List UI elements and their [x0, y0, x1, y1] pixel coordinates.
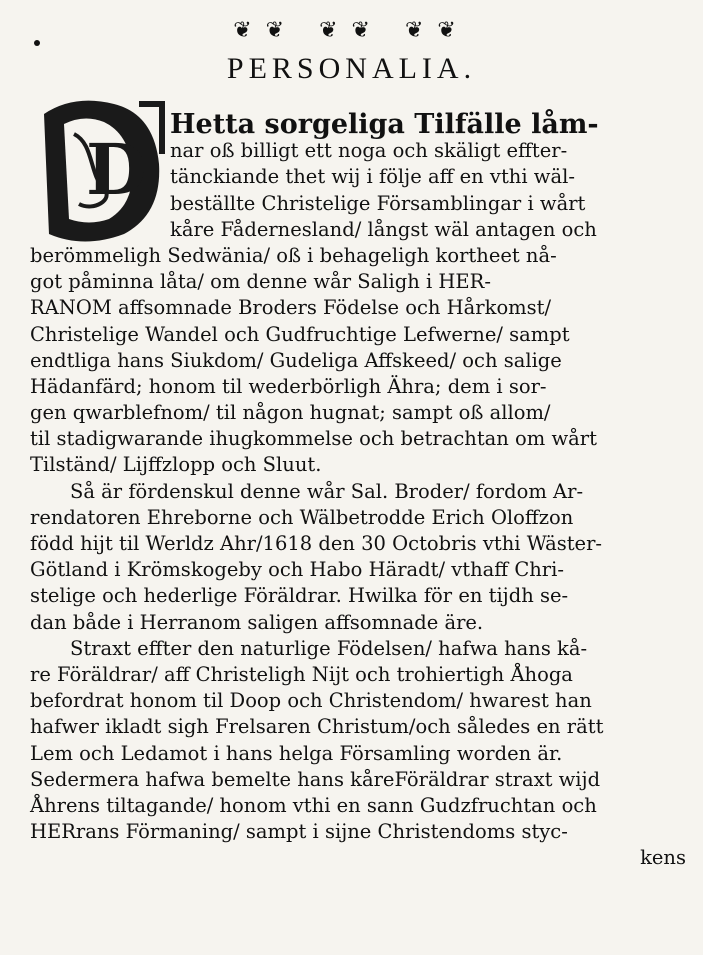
text-line: re Föräldrar/ aff Christeligh Nijt och trohiertigh Åhoga	[30, 662, 573, 686]
text-line: hafwer ikladt sigh Frelsaren Christum/och således en rätt	[30, 715, 604, 739]
text-line: befordrat honom til Doop och Christendom/ hwarest han	[30, 689, 592, 713]
catchword: kens	[640, 846, 686, 870]
text-line: Christelige Wandel och Gudfruchtige Lefwerne/ sampt	[30, 322, 570, 346]
text-line: Lem och Ledamot i hans helga Församling worden är.	[30, 741, 563, 765]
ornament-3: ❦❦	[404, 18, 470, 43]
text-line: nar oß billigt ett noga och skäligt effter-	[170, 139, 568, 163]
text-line: kåre Fådernesland/ långst wäl antagen och	[170, 217, 597, 241]
text-line: endtliga hans Siukdom/ Gudeliga Affskeed/ och salige	[30, 348, 562, 372]
text-line: Hetta sorgeliga Tilfälle låm-	[170, 109, 599, 140]
page-title: PERSONALIA.	[226, 52, 477, 85]
ornament-2: ❦❦	[319, 18, 384, 43]
text-line: dan både i Herranom saligen affsomnade äre.	[30, 610, 484, 634]
ornament-1: ❦❦	[233, 18, 299, 43]
text-line: Tilständ/ Lijffzlopp och Sluut.	[30, 453, 322, 477]
text-line: RANOM affsomnade Broders Födelse och Hårkomst/	[30, 296, 552, 320]
text-line: Götland i Krömskogeby och Habo Häradt/ vthaff Chri-	[30, 558, 564, 582]
text-line: född hijt til Werldz Ahr/1618 den 30 Octobris vthi Wäster-	[30, 532, 603, 555]
text-line: HERrans Förmaning/ sampt i sijne Christendoms styc-	[30, 820, 568, 844]
margin-dot	[34, 40, 40, 46]
body-text	[30, 109, 690, 871]
text-line: beställte Christelige Församblingar i wårt	[170, 191, 586, 215]
header-ornaments	[0, 18, 703, 43]
text-line: rendatoren Ehreborne och Wälbetrodde Erich Oloffzon	[30, 505, 574, 529]
text-line: got påminna låta/ om denne wår Saligh i HER-	[30, 270, 491, 294]
text-line: Åhrens tiltagande/ honom vthi en sann Gudzfruchtan och	[30, 793, 597, 817]
text-line: tänckiande thet wij i följe aff en vthi wäl-	[170, 165, 575, 189]
text-line: Hädanfärd; honom til wederbörligh Ähra; dem i sor-	[30, 374, 547, 398]
text-line: gen qwarblefnom/ til någon hugnat; sampt oß allom/	[30, 401, 551, 425]
text-line: Så är fördenskul denne wår Sal. Broder/ fordom Ar-	[70, 479, 584, 503]
text-line: til stadigwarande ihugkommelse och betrachtan om wårt	[30, 427, 597, 451]
svg-text:D: D	[86, 128, 147, 211]
text-line: Sedermera hafwa bemelte hans kåreFöräldrar straxt wijd	[30, 767, 601, 791]
text-line: Straxt effter den naturlige Födelsen/ hafwa hans kå-	[70, 636, 588, 660]
text-line: stelige och hederlige Föräldrar. Hwilka för en tijdh se-	[30, 584, 569, 608]
text-line: berömmeligh Sedwänia/ oß i behageligh kortheet nå-	[30, 243, 557, 267]
